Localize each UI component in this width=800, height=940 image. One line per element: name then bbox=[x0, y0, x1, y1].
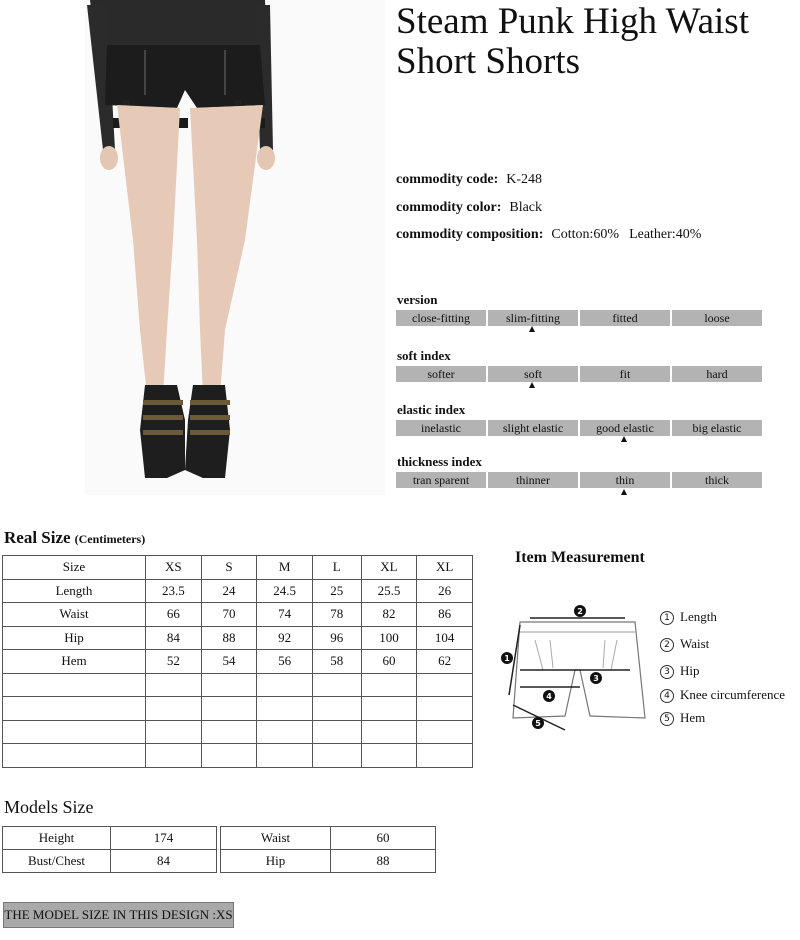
table-cell: 88 bbox=[201, 626, 257, 650]
table-cell: 100 bbox=[361, 626, 417, 650]
table-row-empty bbox=[3, 673, 473, 697]
thickness-index-option: tran sparent bbox=[396, 472, 486, 488]
table-cell: 24.5 bbox=[257, 579, 313, 603]
thickness-index-option: thin bbox=[580, 472, 670, 488]
legend-hip bbox=[660, 663, 700, 679]
legend-waist bbox=[660, 636, 709, 652]
table-cell: 84 bbox=[145, 626, 201, 650]
table-row bbox=[3, 650, 473, 674]
models-size-table-left bbox=[2, 826, 217, 873]
table-row bbox=[3, 579, 473, 603]
legend-label: Waist bbox=[680, 636, 710, 651]
composition-cotton: Cotton:60% bbox=[551, 227, 620, 242]
commodity-color-label: commodity color: bbox=[396, 200, 502, 215]
elastic-index-option: inelastic bbox=[396, 420, 486, 436]
commodity-composition-row bbox=[396, 227, 701, 243]
soft-index-option: softer bbox=[396, 366, 486, 382]
svg-text:1: 1 bbox=[504, 654, 510, 663]
legend-knee bbox=[660, 687, 785, 703]
elastic-index-option: big elastic bbox=[672, 420, 762, 436]
table-cell: 60 bbox=[361, 650, 417, 674]
commodity-code-label: commodity code: bbox=[396, 172, 499, 187]
real-size-unit: (Centimeters) bbox=[74, 532, 146, 546]
legend-number: 4 bbox=[660, 689, 674, 703]
commodity-color-row bbox=[396, 200, 542, 216]
thickness-index-bar bbox=[396, 472, 766, 488]
legend-number: 5 bbox=[660, 712, 674, 726]
table-cell: 66 bbox=[145, 603, 201, 627]
soft-index-title: soft index bbox=[397, 348, 451, 363]
table-cell: 74 bbox=[257, 603, 313, 627]
models-size-title: Models Size bbox=[4, 797, 94, 817]
table-row bbox=[3, 850, 217, 873]
commodity-code-row bbox=[396, 172, 542, 188]
size-table bbox=[2, 555, 473, 768]
table-cell: Bust/Chest bbox=[3, 850, 111, 873]
legend-number: 2 bbox=[660, 638, 674, 652]
table-cell: 92 bbox=[257, 626, 313, 650]
table-cell: 54 bbox=[201, 650, 257, 674]
table-header-cell: S bbox=[201, 556, 257, 580]
models-size-table-right bbox=[220, 826, 436, 873]
table-row bbox=[221, 850, 436, 873]
soft-index-bar bbox=[396, 366, 766, 382]
table-cell: 88 bbox=[331, 850, 436, 873]
version-title: version bbox=[397, 292, 438, 307]
table-cell: 25 bbox=[312, 579, 361, 603]
table-cell: 84 bbox=[111, 850, 217, 873]
model-size-note: THE MODEL SIZE IN THIS DESIGN :XS bbox=[3, 902, 234, 928]
item-measurement-title: Item Measurement bbox=[515, 549, 645, 566]
table-cell: 60 bbox=[331, 827, 436, 850]
elastic-index-option: good elastic bbox=[580, 420, 670, 436]
table-header-row bbox=[3, 556, 473, 580]
table-header-cell: M bbox=[257, 556, 313, 580]
commodity-code-value: K-248 bbox=[506, 172, 543, 187]
table-cell: 104 bbox=[417, 626, 473, 650]
table-cell: 96 bbox=[312, 626, 361, 650]
legend-length bbox=[660, 609, 717, 625]
soft-index-option: fit bbox=[580, 366, 670, 382]
soft-index-marker bbox=[529, 382, 535, 388]
table-row bbox=[221, 827, 436, 850]
table-cell: 174 bbox=[111, 827, 217, 850]
table-cell: 78 bbox=[312, 603, 361, 627]
legend-number: 1 bbox=[660, 611, 674, 625]
table-row bbox=[3, 827, 217, 850]
shorts-measurement-diagram bbox=[495, 600, 655, 740]
legend-label: Hem bbox=[680, 710, 706, 725]
table-header-cell: Size bbox=[3, 556, 146, 580]
svg-text:2: 2 bbox=[577, 607, 583, 616]
soft-index-option: hard bbox=[672, 366, 762, 382]
table-header-cell: L bbox=[312, 556, 361, 580]
table-cell: Waist bbox=[221, 827, 331, 850]
real-size-heading: Real Size bbox=[4, 528, 71, 547]
table-cell: 26 bbox=[417, 579, 473, 603]
table-cell: Waist bbox=[3, 603, 146, 627]
svg-text:3: 3 bbox=[593, 674, 599, 683]
product-title: Steam Punk High Waist Short Shorts bbox=[396, 1, 749, 82]
table-row-empty bbox=[3, 720, 473, 744]
elastic-index-title: elastic index bbox=[397, 402, 466, 417]
table-cell: 23.5 bbox=[145, 579, 201, 603]
table-cell: 82 bbox=[361, 603, 417, 627]
table-cell: 24 bbox=[201, 579, 257, 603]
elastic-index-bar bbox=[396, 420, 766, 436]
table-cell: Height bbox=[3, 827, 111, 850]
table-header-cell: XS bbox=[145, 556, 201, 580]
table-cell: 52 bbox=[145, 650, 201, 674]
legend-label: Hip bbox=[680, 663, 700, 678]
version-bar bbox=[396, 310, 766, 326]
table-cell: 56 bbox=[257, 650, 313, 674]
table-row-empty bbox=[3, 697, 473, 721]
table-row-empty bbox=[3, 744, 473, 768]
svg-text:4: 4 bbox=[546, 692, 552, 701]
table-cell: Hip bbox=[221, 850, 331, 873]
version-marker bbox=[529, 326, 535, 332]
version-option: close-fitting bbox=[396, 310, 486, 326]
table-row bbox=[3, 626, 473, 650]
table-cell: 62 bbox=[417, 650, 473, 674]
table-cell: Hem bbox=[3, 650, 146, 674]
legend-hem bbox=[660, 710, 705, 726]
table-header-cell: XL bbox=[417, 556, 473, 580]
elastic-index-option: slight elastic bbox=[488, 420, 578, 436]
commodity-composition-label: commodity composition: bbox=[396, 227, 544, 242]
real-size-title bbox=[4, 528, 145, 548]
table-cell: 58 bbox=[312, 650, 361, 674]
commodity-color-value: Black bbox=[509, 200, 543, 215]
version-option: loose bbox=[672, 310, 762, 326]
product-photo bbox=[85, 0, 385, 495]
soft-index-option: soft bbox=[488, 366, 578, 382]
table-cell: Hip bbox=[3, 626, 146, 650]
legend-label: Knee circumference bbox=[680, 687, 786, 702]
svg-text:5: 5 bbox=[535, 719, 541, 728]
table-header-cell: XL bbox=[361, 556, 417, 580]
thickness-index-title: thickness index bbox=[397, 454, 482, 469]
legend-number: 3 bbox=[660, 665, 674, 679]
table-cell: 25.5 bbox=[361, 579, 417, 603]
table-row bbox=[3, 603, 473, 627]
thickness-index-marker bbox=[621, 489, 627, 495]
legend-label: Length bbox=[680, 609, 717, 624]
thickness-index-option: thinner bbox=[488, 472, 578, 488]
elastic-index-marker bbox=[621, 436, 627, 442]
table-cell: 70 bbox=[201, 603, 257, 627]
table-cell: 86 bbox=[417, 603, 473, 627]
composition-leather: Leather:40% bbox=[629, 227, 702, 242]
table-cell: Length bbox=[3, 579, 146, 603]
version-option: slim-fitting bbox=[488, 310, 578, 326]
thickness-index-option: thick bbox=[672, 472, 762, 488]
version-option: fitted bbox=[580, 310, 670, 326]
